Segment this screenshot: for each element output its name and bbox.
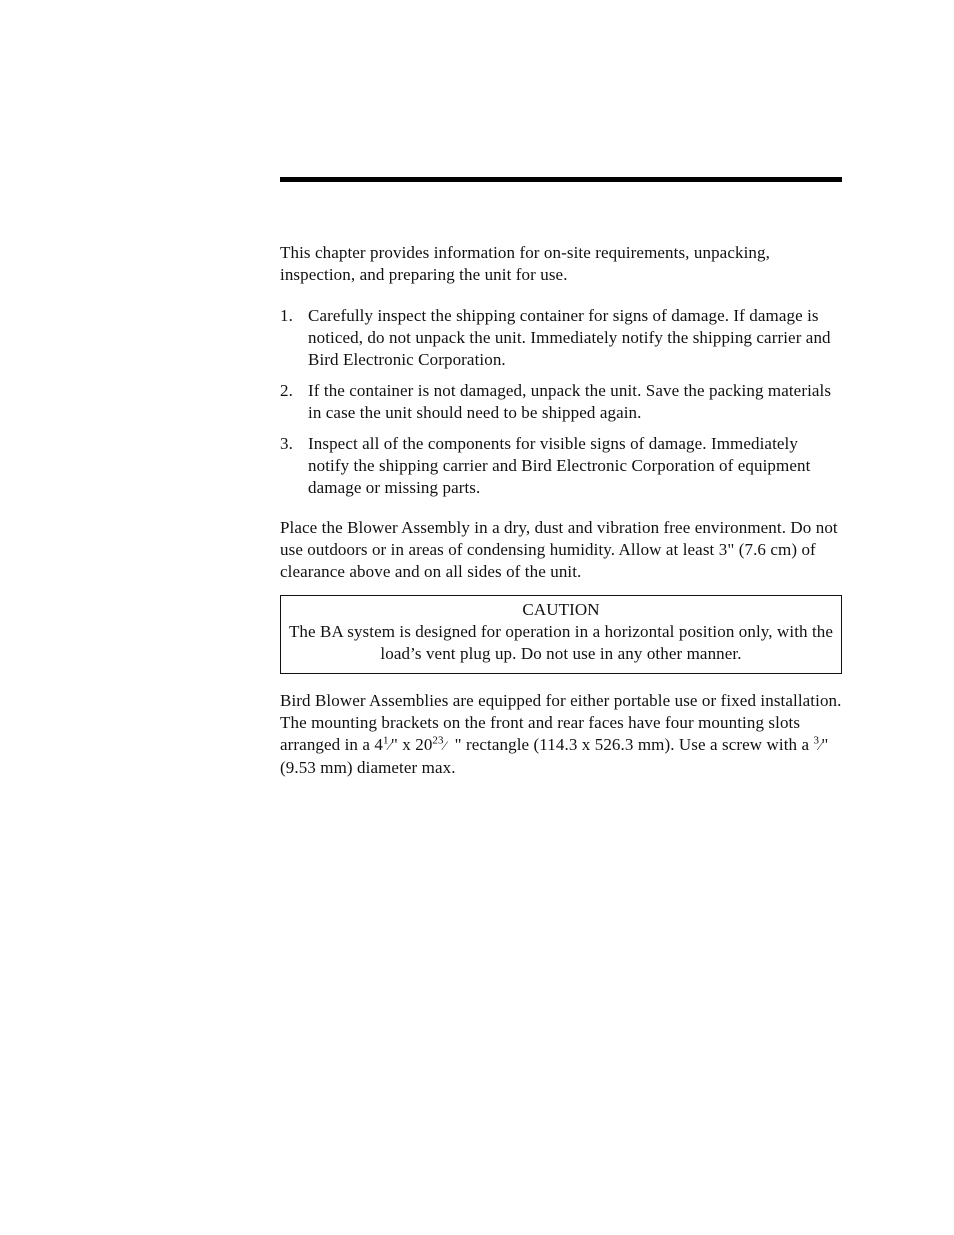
step-text: If the container is not damaged, unpack the unit. Save the packing materials in case the unit should need to be shipped again. bbox=[308, 381, 832, 422]
step-number: 2. bbox=[280, 381, 293, 400]
mounting-text-part1: Bird Blower Assemblies are equipped for either portable use or fixed installation. The mounting brackets on the front and rear faces have four mounting slots arranged in a 4 bbox=[280, 691, 842, 754]
fraction-slash: ⁄ bbox=[388, 738, 391, 753]
step-number: 3. bbox=[280, 434, 293, 453]
caution-text: The BA system is designed for operation in a horizontal position only, with the load’s vent plug up. Do not use in any other manner. bbox=[288, 622, 834, 663]
step-text: Carefully inspect the shipping container for signs of damage. If damage is noticed, do not unpack the unit. Immediately notify the shipping carrier and Bird Electronic Corporation. bbox=[308, 306, 831, 369]
fraction-numerator: 3 bbox=[813, 734, 820, 747]
step-text: Inspect all of the components for visible signs of damage. Immediately notify the shipping carrier and Bird Electronic Corporation of equipment damage or missing parts. bbox=[308, 434, 811, 497]
fraction-numerator: 1 bbox=[382, 734, 389, 747]
mounting-text-part3: " rectangle (114.3 x 526.3 mm). Use a screw with a bbox=[454, 735, 814, 754]
list-item bbox=[280, 305, 842, 371]
inspection-steps bbox=[280, 305, 842, 499]
caution-title: CAUTION bbox=[522, 600, 600, 619]
step-number: 1. bbox=[280, 306, 293, 325]
intro-paragraph: This chapter provides information for on-site requirements, unpacking, inspection, and preparing the unit for use. bbox=[280, 243, 770, 284]
fraction-slash: ⁄ bbox=[443, 738, 446, 753]
placement-paragraph: Place the Blower Assembly in a dry, dust and vibration free environment. Do not use outdoors or in areas of condensing humidity. Allow at least 3" (7.6 cm) of clearance above and on all sides of the unit. bbox=[280, 518, 838, 581]
list-item bbox=[280, 433, 842, 499]
caution-box bbox=[280, 595, 842, 674]
mounting-text-part2: " x 20 bbox=[390, 735, 433, 754]
mounting-paragraph bbox=[280, 690, 842, 779]
chapter-rule bbox=[280, 177, 842, 182]
chapter-content bbox=[280, 242, 842, 779]
fraction-slash: ⁄ bbox=[819, 738, 822, 753]
list-item bbox=[280, 380, 842, 424]
mounting-text-part4: " (9.53 mm) diameter max. bbox=[280, 735, 829, 777]
fraction-numerator: 23 bbox=[432, 734, 444, 747]
